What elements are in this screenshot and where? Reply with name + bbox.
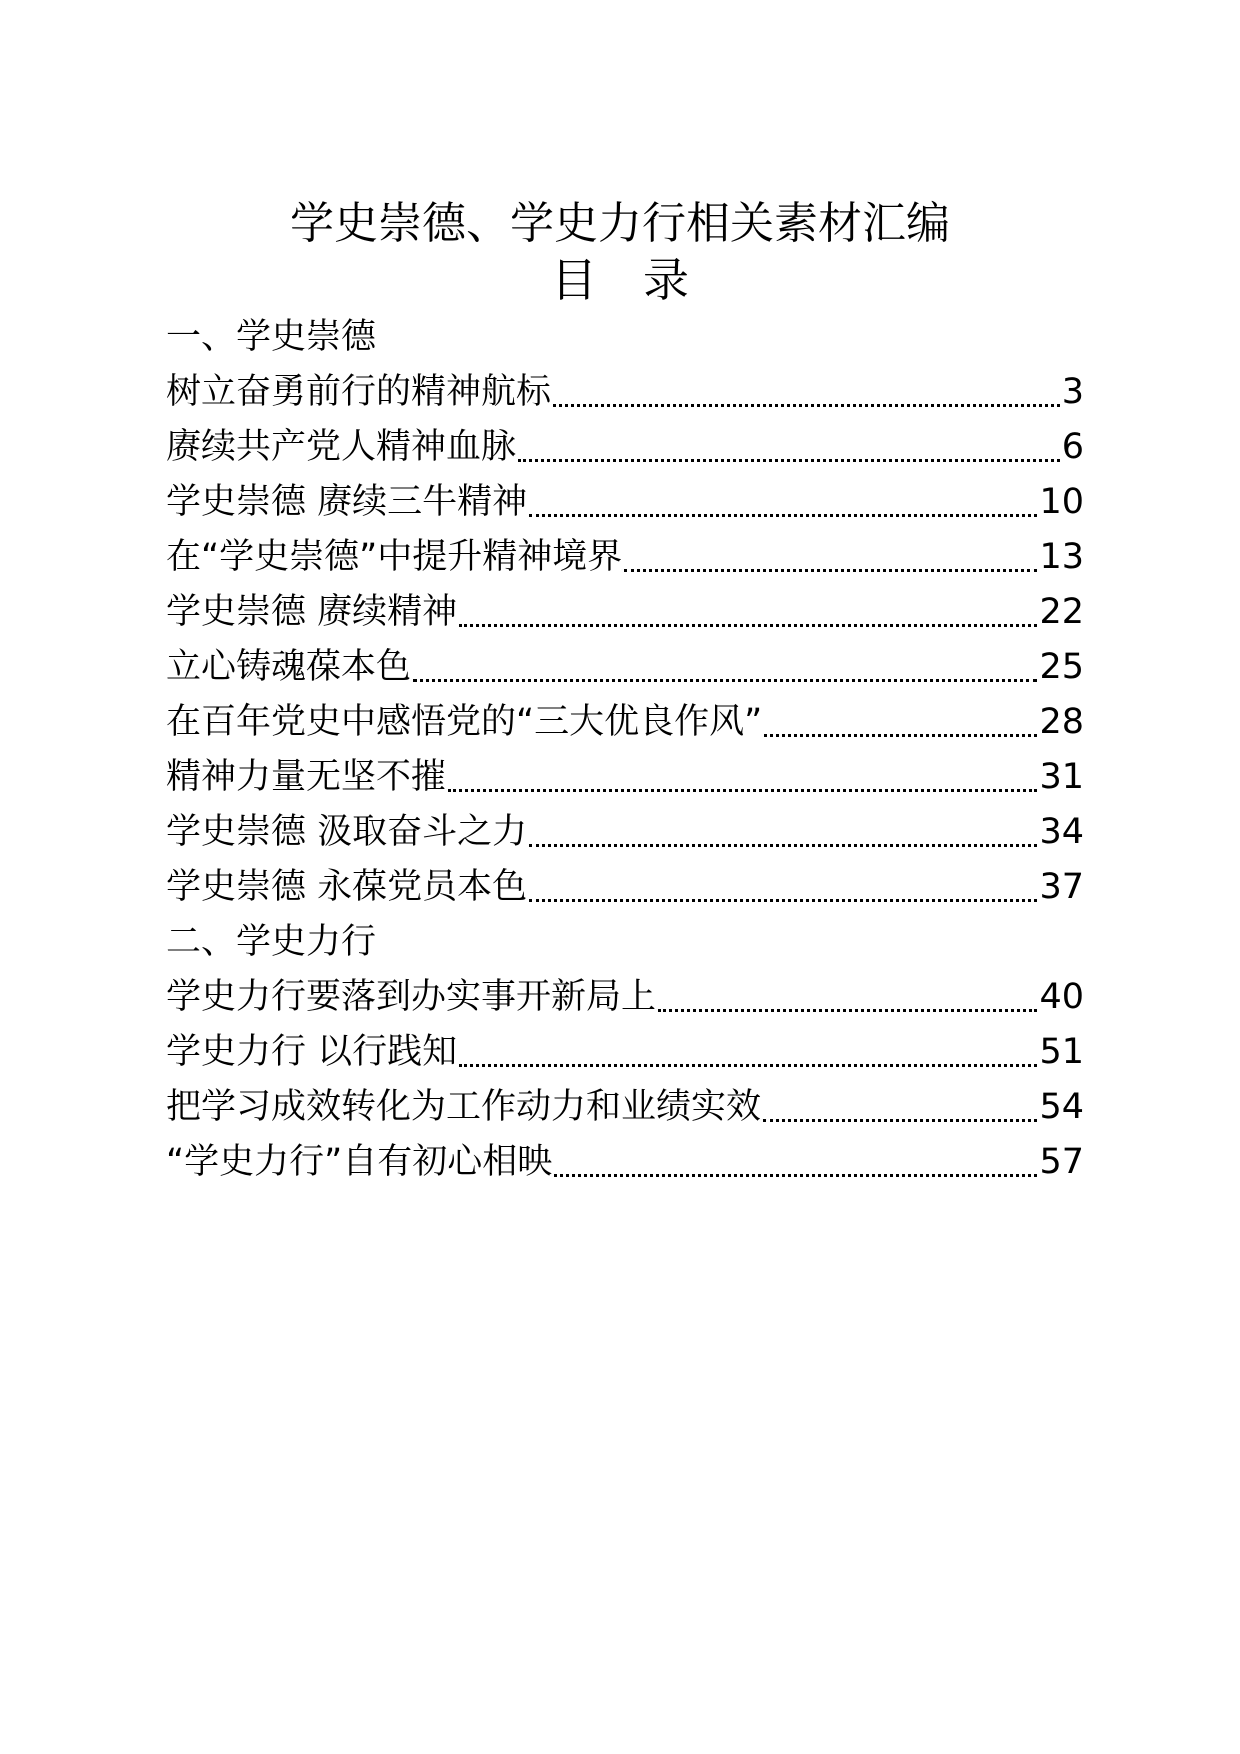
dot-leader: [529, 475, 1037, 530]
toc-entry-page: 34: [1039, 812, 1084, 852]
toc-entry-title: 学史崇德 赓续三牛精神: [166, 482, 528, 522]
toc-entry-title: 树立奋勇前行的精神航标: [166, 372, 552, 412]
dot-leader: [554, 1135, 1037, 1190]
toc-entry-title: 在百年党史中感悟党的“三大优良作风”: [166, 702, 763, 742]
toc-entry-title: 学史力行要落到办实事开新局上: [166, 977, 657, 1017]
toc-entry[interactable]: [166, 530, 1084, 585]
toc-entry[interactable]: [166, 420, 1084, 475]
toc-section-heading: [166, 915, 1084, 970]
toc-entry-page: 54: [1039, 1087, 1084, 1127]
toc-entry-title: 立心铸魂葆本色: [166, 647, 412, 687]
toc-entry[interactable]: [166, 365, 1084, 420]
toc-entry-title: 赓续共产党人精神血脉: [166, 427, 517, 467]
toc-entry-title: 学史崇德 赓续精神: [166, 592, 458, 632]
dot-leader: [763, 1080, 1037, 1135]
toc-entry-page: 28: [1039, 702, 1084, 742]
section-heading-text: 二、学史力行: [166, 922, 377, 962]
toc-entry[interactable]: [166, 695, 1084, 750]
toc-entry[interactable]: [166, 1025, 1084, 1080]
toc-entry-title: 学史力行 以行践知: [166, 1032, 458, 1072]
toc-entry-title: 把学习成效转化为工作动力和业绩实效: [166, 1087, 762, 1127]
toc-entry-page: 3: [1061, 372, 1084, 412]
toc-entry[interactable]: [166, 1080, 1084, 1135]
dot-leader: [529, 805, 1037, 860]
toc-section-heading: [166, 310, 1084, 365]
toc-entry-title: “学史力行”自有初心相映: [166, 1142, 553, 1182]
toc-entry[interactable]: [166, 970, 1084, 1025]
toc-entry-title: 学史崇德 永葆党员本色: [166, 867, 528, 907]
document-title: 学史崇德、学史力行相关素材汇编: [290, 198, 950, 249]
dot-leader: [448, 750, 1037, 805]
toc-entry-title: 精神力量无坚不摧: [166, 757, 447, 797]
dot-leader: [764, 695, 1037, 750]
dot-leader: [529, 860, 1037, 915]
toc-entry[interactable]: [166, 585, 1084, 640]
toc-entry-page: 22: [1039, 592, 1084, 632]
table-of-contents: [166, 310, 1084, 1190]
toc-entry-page: 6: [1061, 427, 1084, 467]
dot-leader: [459, 585, 1037, 640]
toc-entry-page: 31: [1039, 757, 1084, 797]
dot-leader: [658, 970, 1037, 1025]
toc-entry-page: 13: [1039, 537, 1084, 577]
toc-entry-page: 57: [1039, 1142, 1084, 1182]
toc-entry-title: 在“学史崇德”中提升精神境界: [166, 537, 623, 577]
toc-entry[interactable]: [166, 860, 1084, 915]
toc-entry-page: 10: [1039, 482, 1084, 522]
toc-entry[interactable]: [166, 1135, 1084, 1190]
toc-entry[interactable]: [166, 750, 1084, 805]
section-heading-text: 一、学史崇德: [166, 317, 377, 357]
toc-heading: 目 录: [551, 253, 689, 307]
dot-leader: [413, 640, 1037, 695]
toc-entry[interactable]: [166, 475, 1084, 530]
toc-entry-page: 51: [1039, 1032, 1084, 1072]
toc-entry[interactable]: [166, 640, 1084, 695]
dot-leader: [553, 365, 1060, 420]
dot-leader: [518, 420, 1060, 475]
dot-leader: [624, 530, 1037, 585]
toc-entry-page: 40: [1039, 977, 1084, 1017]
toc-entry-title: 学史崇德 汲取奋斗之力: [166, 812, 528, 852]
toc-entry-page: 37: [1039, 867, 1084, 907]
dot-leader: [459, 1025, 1037, 1080]
toc-entry[interactable]: [166, 805, 1084, 860]
toc-entry-page: 25: [1039, 647, 1084, 687]
